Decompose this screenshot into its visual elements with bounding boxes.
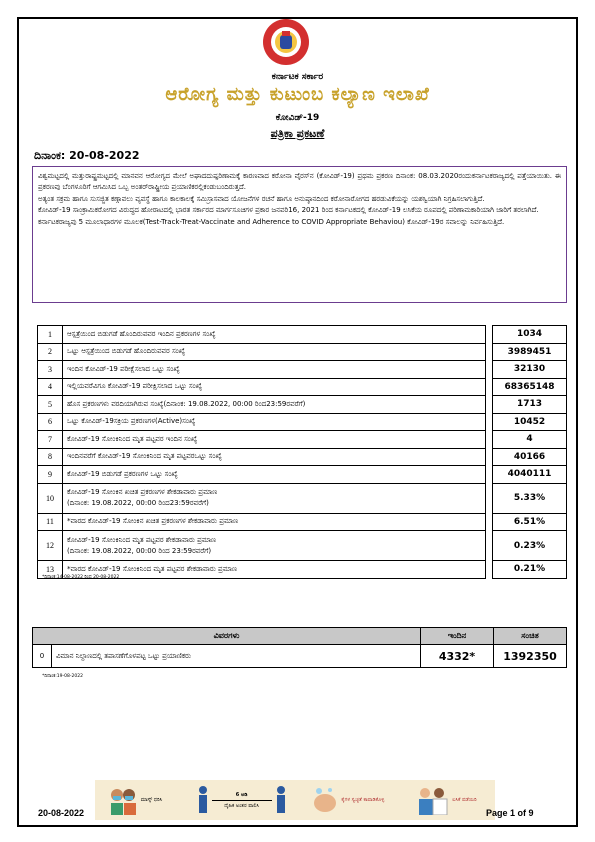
row-number: 10	[38, 483, 63, 513]
row-label	[63, 343, 486, 361]
footer-date: 20-08-2022	[38, 808, 85, 818]
page-number: Page 1 of 9	[486, 808, 534, 818]
row-number: 1	[38, 326, 63, 344]
row-number: 3	[38, 361, 63, 379]
intro-box	[32, 166, 567, 303]
column-gap	[486, 483, 493, 513]
arrow-icon	[212, 800, 272, 801]
row-number: 7	[38, 431, 63, 449]
row-label-subtext: (ದಿನಾಂಕ: 19.08.2022, 00:00 ರಿಂದ 23:59ರವರೆಗೆ)	[67, 546, 212, 555]
intro-paragraph: ವಿಶ್ವಮಟ್ಟದಲ್ಲಿ ಮತ್ತುರಾಷ್ಟ್ರಮಟ್ಟದಲ್ಲಿ ಮಾನವನ ಆರೋಗ್ಯದ ಮೇಲೆ ಅಘಾದದುಷ್ಪರಿಣಾಮಕ್ಕೆ ಕಾರಣವಾದ ಕರೋನಾ ವೈರಸ್‌ನ (ಕೋವಿಡ್-19) ಪ್ರಥಮ ಪ್ರಕರಣ ದಿನಾಂಕ: 08.03.2020ರಂದುಕರ್ನಾಟಕರಾಜ್ಯದಲ್ಲಿ ಪತ್ತೆಯಾಯಿತು. ಈ ಪ್ರಕರಣವು ಬೆಂಗಳೂರಿಗೆ ಆಗಮಿಸಿದ ಒಬ್ಬ ಅಂತರ್‌ರಾಷ್ಟ್ರೀಯ ಪ್ರಯಾಣಿಕರಲ್ಲಿಕಂಡುಬಂದಿರುತ್ತದೆ.	[38, 172, 561, 192]
row-value: 4	[493, 431, 567, 449]
column-gap	[486, 343, 493, 361]
row-label-subtext: (ದಿನಾಂಕ: 19.08.2022, 00:00 ರಿಂದ23:59ರವರೆಗೆ)	[67, 499, 209, 507]
row-number: 5	[38, 396, 63, 414]
mask-label: ಮಾಸ್ಕ್ ಧರಿಸಿ	[140, 797, 163, 803]
row-label-text: ಇಂದಿನ ಕೋವಿಡ್-19 ಪರೀಕ್ಷೆಸಲಾದ ಒಟ್ಟು ಸಂಖ್ಯೆ	[67, 364, 180, 373]
handwash-label: ಕೈಗಳ ಸ್ವಚ್ಛತೆ ಕಾಪಾಡಿಕೊಳ್ಳಿ	[341, 797, 385, 803]
row-label-text: ಒಟ್ಟು ಕೋವಿಡ್-19ಸಕ್ರಿಯ ಪ್ರಕರಣಗಳ(Active)ಸಂಖ್ಯೆ	[67, 417, 196, 426]
mask-icon	[108, 785, 138, 815]
column-gap	[486, 413, 493, 431]
row-label	[63, 483, 486, 513]
government-title: ಕರ್ನಾಟಕ ಸರ್ಕಾರ	[271, 72, 324, 82]
row-label	[63, 396, 486, 414]
vaccine-icon	[415, 785, 449, 815]
row-label: ವಿಮಾನ ನಿಲ್ದಾಣದಲ್ಲಿ ತಪಾಸಣೆಗೊಳಪಟ್ಟ ಒಟ್ಟು ಪ್ರಯಾಣಿಕರು	[52, 645, 421, 668]
row-number: 2	[38, 343, 63, 361]
row-value: 0.23%	[493, 531, 567, 561]
table-row	[38, 361, 567, 379]
stats-table	[37, 325, 567, 579]
row-label-text: ಆಸ್ಪತ್ರೆಯಿಂದ ಬಿಡುಗಡೆ ಹೊಂದಿರುವವರ ಇಂದಿನ ಪ್ರಕರಣಗಳ ಸಂಖ್ಯೆ	[67, 329, 216, 338]
row-label-text: *ವಾರದ ಕೋವಿಡ್-19 ಸೋಂಕಿನಿಂದ ಮೃತ ಪಟ್ಟವರ ಶೇಕಡಾವಾರು ಪ್ರಮಾಣ	[67, 564, 237, 573]
row-number: 13	[38, 561, 63, 579]
release-date: ದಿನಾಂಕ: 20-08-2022	[34, 149, 140, 162]
column-gap	[486, 531, 493, 561]
intro-paragraph: ಕೋವಿಡ್-19 ಸಾಂಕ್ರಾಮಿಕರೋಗದ ವಿರುದ್ಧದ ಹೋರಾಟದಲ್ಲಿ ಭಾರತ ಸರ್ಕಾರದ ಮಾರ್ಗಸೂಚಿಗಳ ಪ್ರಕಾರ ಜನವರಿ16, 2021 ರಿಂದ ಕರ್ನಾಟಕದಲ್ಲಿ ಕೋವಿಡ್-19 ಲಸಿಕೆಯ ರೂಪದಲ್ಲಿ ಪರಿಣಾಮಕಾರಿಯಾಗಿ ಜಾರಿಗೆ ತರಲಾಗಿದೆ.	[38, 206, 539, 215]
row-number: 12	[38, 531, 63, 561]
table-row	[38, 378, 567, 396]
row-label-text: ಇಂದಿನವರೆಗೆ ಕೋವಿಡ್-19 ಸೋಂಕಿನಿಂದ ಮೃತ ಪಟ್ಟವರಒಟ್ಟು ಸಂಖ್ಯೆ	[67, 452, 222, 461]
distance-label: ದೈಹಿಕ ಅಂತರ ಪಾಲಿಸಿ	[224, 802, 259, 809]
table-row	[38, 448, 567, 466]
row-label	[63, 378, 486, 396]
row-value: 0.21%	[493, 561, 567, 579]
table-row	[38, 413, 567, 431]
row-value: 68365148	[493, 378, 567, 396]
row-number: 0	[33, 645, 52, 668]
row-label-text: ಕೋವಿಡ್-19 ಸೋಂಕಿನ ಖಚಿತ ಪ್ರಕರಣಗಳ ಶೇಕಡಾವಾರು ಪ್ರಮಾಣ	[67, 488, 218, 496]
distance-value: 6 ಅಡಿ	[235, 791, 248, 798]
row-label-text: ಹೊಸ ಪ್ರಕರಣಗಳು ವರದಿಯಾಗಿರುವ ಸಂಖ್ಯೆ(ದಿನಾಂಕ: 19.08.2022, 00:00 ರಿಂದ23:59ರವರೆಗೆ)	[67, 399, 306, 408]
row-value: 1034	[493, 326, 567, 344]
today-value: 4332*	[421, 645, 494, 668]
karnataka-emblem-icon	[262, 18, 310, 66]
table-row	[38, 466, 567, 484]
department-title: ಆರೋಗ್ಯ ಮತ್ತು ಕುಟುಂಬ ಕಲ್ಯಾಣ ಇಲಾಖೆ	[165, 84, 430, 105]
covid-guidelines-banner	[95, 780, 495, 820]
row-label	[63, 361, 486, 379]
column-gap	[486, 378, 493, 396]
row-value: 3989451	[493, 343, 567, 361]
row-label	[63, 413, 486, 431]
distance-guideline	[197, 785, 287, 815]
details-header: ವಿವರಗಳು	[33, 628, 421, 645]
row-number: 9	[38, 466, 63, 484]
table-row	[38, 396, 567, 414]
intro-paragraph: ಅತ್ಯಂತ ಸಕ್ರಮ ಹಾಗೂ ಸುಸಜ್ಜಿತ ಕಣ್ಗಾವಲು ವ್ಯವಸ್ಥೆ ಹಾಗೂ ಕಾಲಕಾಲಕ್ಕೆ ಸಮಿಸ್ರಾಸವಾದ ಯೋಜನೆಗಳ ರಚನೆ ಹಾಗೂ ಅನುಷ್ಠಾನದಿಂದ ಕರೋನಾರೋಗದ ಹರಡುವಿಕೆಯನ್ನು ಯಶಸ್ವಿಯಾಗಿ ನಿಗ್ರಹಿಸಲಾಗುತ್ತಿದೆ.	[38, 194, 485, 203]
row-label	[63, 561, 486, 579]
week-range-note: *ದಿನಾಂಕ:14-08-2022 ರಿಂದ 20-08-2022	[42, 575, 120, 580]
row-value: 4040111	[493, 466, 567, 484]
today-header: ಇಂದಿನ	[421, 628, 494, 645]
row-label-text: ಒಟ್ಟು ಆಸ್ಪತ್ರೆಯಿಂದ ಬಿಡುಗಡೆ ಹೊಂದಿರುವವರ ಸಂಖ್ಯೆ	[67, 347, 186, 356]
row-value: 1713	[493, 396, 567, 414]
table-row	[33, 645, 567, 668]
row-label	[63, 513, 486, 531]
person-icon	[197, 785, 209, 815]
column-gap	[486, 361, 493, 379]
cumulative-header: ಸಂಚಿತ	[494, 628, 567, 645]
table-row	[38, 326, 567, 344]
table-row	[38, 343, 567, 361]
row-number: 6	[38, 413, 63, 431]
table-row	[38, 531, 567, 561]
cumulative-value: 1392350	[494, 645, 567, 668]
row-number: 11	[38, 513, 63, 531]
airport-date-note: *ದಿನಾಂಕ:19-08-2022	[42, 674, 83, 679]
row-label-text: ಇಲ್ಲಿಯವರೆವಿಗೂ ಕೋವಿಡ್-19 ಪರೀಕ್ಷಿಸಲಾದ ಒಟ್ಟು ಸಂಖ್ಯೆ	[67, 382, 203, 391]
airport-table	[32, 627, 567, 668]
row-value: 40166	[493, 448, 567, 466]
vaccine-label: ಲಸಿಕೆ ಪಡೆಯಿರಿ	[452, 797, 477, 803]
row-value: 10452	[493, 413, 567, 431]
column-gap	[486, 326, 493, 344]
person-icon	[275, 785, 287, 815]
table-row	[38, 513, 567, 531]
table-row	[38, 483, 567, 513]
row-value: 32130	[493, 361, 567, 379]
column-gap	[486, 431, 493, 449]
row-label-text: ಕೋವಿಡ್-19 ಸೋಂಕಿನಿಂದ ಮೃತ ಪಟ್ಟವರ ಶೇಕಡಾವಾರು ಪ್ರಮಾಣ	[67, 535, 217, 544]
row-number: 8	[38, 448, 63, 466]
row-label	[63, 466, 486, 484]
row-label	[63, 326, 486, 344]
row-label-text: ಕೋವಿಡ್-19 ಬಿಡುಗಡೆ ಪ್ರಕರಣಗಳ ಒಟ್ಟು ಸಂಖ್ಯೆ	[67, 469, 178, 478]
table-row	[38, 431, 567, 449]
mask-guideline	[108, 785, 171, 815]
row-number: 4	[38, 378, 63, 396]
handwash-guideline	[312, 785, 389, 815]
row-label-text: ಕೋವಿಡ್-19 ಸೋಂಕಿನಿಂದ ಮೃತ ಪಟ್ಟವರ ಇಂದಿನ ಸಂಖ್ಯೆ	[67, 434, 198, 443]
row-label	[63, 448, 486, 466]
press-release-heading: ಪತ್ರಿಕಾ ಪ್ರಕಟಣೆ	[270, 127, 325, 140]
row-label	[63, 431, 486, 449]
column-gap	[486, 466, 493, 484]
row-label-text: *ವಾರದ ಕೋವಿಡ್-19 ಸೋಂಕಿನ ಖಚಿತ ಪ್ರಕರಣಗಳ ಶೇಕಡಾವಾರು ಪ್ರಮಾಣ	[67, 517, 239, 526]
column-gap	[486, 448, 493, 466]
covid-subtitle: ಕೋವಿಡ್-19	[275, 113, 320, 123]
vaccine-guideline	[415, 785, 482, 815]
column-gap	[486, 561, 493, 579]
row-label	[63, 531, 486, 561]
column-gap	[486, 513, 493, 531]
column-gap	[486, 396, 493, 414]
row-value: 5.33%	[493, 483, 567, 513]
row-value: 6.51%	[493, 513, 567, 531]
intro-paragraph: ಕರ್ನಾಟಕರಾಜ್ಯವು 5 ಮೂಲಾಧಾರಗಳ ಮೂಲಕ(Test-Track-Treat-Vaccinate and Adherence to COVID Appropriate Behaviou) ಕೋವಿಡ್-19ರ ಸವಾಲನ್ನು ನಿರ್ವಹಿಸುತ್ತಿದೆ.	[38, 217, 505, 226]
handwash-icon	[312, 785, 338, 815]
